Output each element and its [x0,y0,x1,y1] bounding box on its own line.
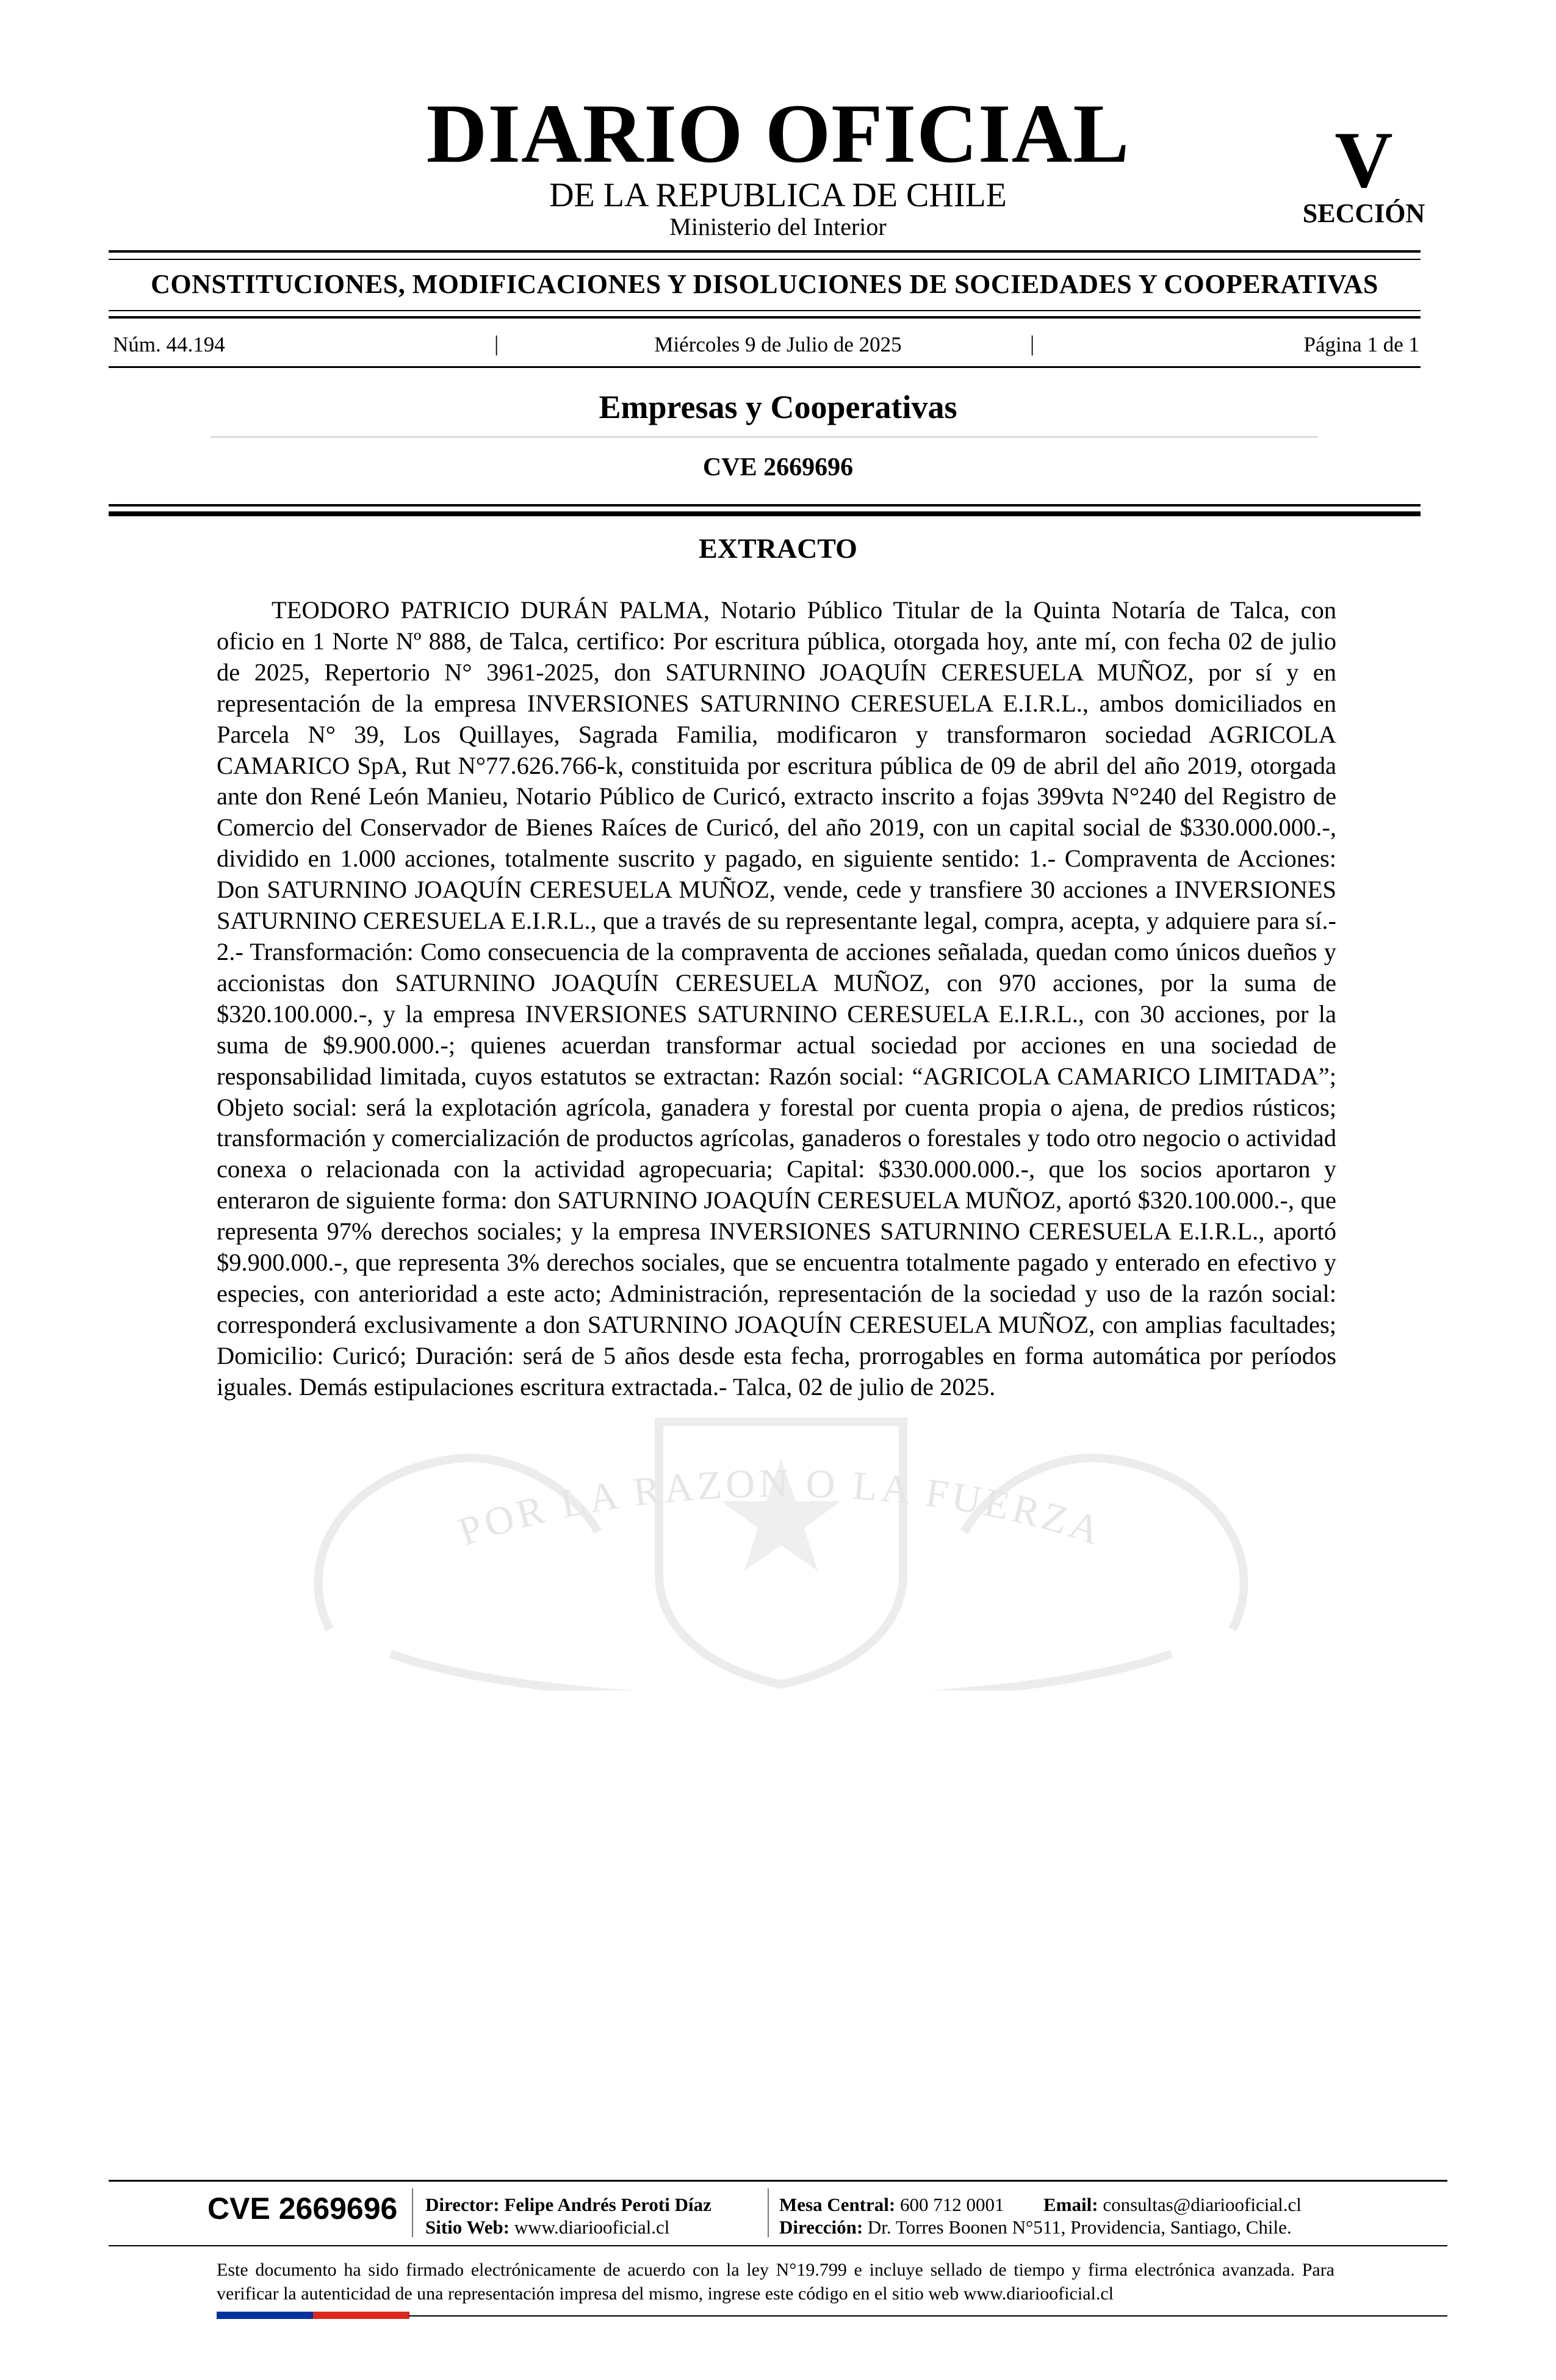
section-letter: V [1334,115,1393,204]
footer-contact [779,2195,1004,2214]
flag-stripe-red [313,2312,409,2319]
footer-rule-bottom [409,2315,1447,2317]
masthead-title: DIARIO OFICIAL [426,87,1130,180]
section-name: CONSTITUCIONES, MODIFICACIONES Y DISOLUCIONES DE SOCIEDADES Y COOPERATIVAS [151,269,1378,299]
header-rule-top [109,250,1421,253]
phone-label: Mesa Central: [779,2194,896,2215]
issue-date: Miércoles 9 de Julio de 2025 [654,333,902,356]
section-rule-thin [109,310,1421,311]
issue-number: Núm. 44.194 [113,333,225,356]
footer-cve: CVE 2669696 [207,2191,398,2226]
category-rule [211,436,1318,438]
section-label: SECCIÓN [1302,198,1425,228]
header-rule-top-thin [109,259,1421,260]
cve-rule-thick [109,511,1421,516]
masthead-subtitle: DE LA REPUBLICA DE CHILE [549,176,1007,214]
footer-rule-top [109,2180,1447,2182]
footer-website [425,2218,669,2237]
cve-rule [109,504,1421,507]
footer-note: Este documento ha sido firmado electrónicamente de acuerdo con la ley N°19.799 e incluye sellado de tiempo y firma electrónica avanzada. Para verificar la autenticidad de una representación impresa del mismo, ingrese este código en el sitio web www.diariooficial.cl [217,2260,1334,2304]
footer-email [1043,2195,1302,2214]
footer-address [779,2218,1292,2237]
watermark-motto: POR LA RAZON O LA FUERZA [453,1461,1109,1555]
director-label: Director: [425,2194,500,2215]
flag-stripe-blue [217,2312,313,2319]
email-link[interactable]: consultas@diariooficial.cl [1103,2194,1302,2215]
issue-page: Página 1 de 1 [1303,333,1419,356]
document-body: TEODORO PATRICIO DURÁN PALMA, Notario Público Titular de la Quinta Notaría de Talca, con oficio en 1 Norte Nº 888, de Talca, certifico: Por escritura pública, otorgada hoy, ante mí, con fecha 02 de julio de 2025, Repertorio N° 3961-2025, don SATURNINO JOAQUÍN CERESUELA MUÑOZ, por sí y en representación de la empresa INVERSIONES SATURNINO CERESUELA E.I.R.L., ambos domiciliados en Parcela N° 39, Los Quillayes, Sagrada Familia, modificaron y transformaron sociedad AGRICOLA CAMARICO SpA, Rut N°77.626.766-k, constituida por escritura pública de 09 de abril del año 2019, otorgada ante don René León Manieu, Notario Público de Curicó, extracto inscrito a fojas 399vta N°240 del Registro de Comercio del Conservador de Bienes Raíces de Curicó, del año 2019, con un capital social de $330.000.000.-, dividido en 1.000 acciones, totalmente suscrito y pagado, en siguiente sentido: 1.- Compraventa de Acciones: Don SATURNINO JOAQUÍN CERESUELA MUÑOZ, vende, cede y transfiere 30 acciones a INVERSIONES SATURNINO CERESUELA E.I.R.L., que a través de su representante legal, compra, acepta, y adquiere para sí.- 2.- Transformación: Como consecuencia de la compraventa de acciones señalada, quedan como únicos dueños y accionistas don SATURNINO JOAQUÍN CERESUELA MUÑOZ, con 970 acciones, por la suma de $320.100.000.-, y la empresa INVERSIONES SATURNINO CERESUELA E.I.R.L., con 30 acciones, por la suma de $9.900.000.-; quienes acuerdan transformar actual sociedad por acciones en una sociedad de responsabilidad limitada, cuyos estatutos se extractan: Razón social: “AGRICOLA CAMARICO LIMITADA”; Objeto social: será la explotación agrícola, ganadera y forestal por cuenta propia o ajena, de predios rústicos; transformación y comercialización de productos agrícolas, ganaderos o forestales y todo otro negocio o actividad conexa o relacionada con la actividad agropecuaria; Capital: $330.000.000.-, que los socios aportaron y enteraron de siguiente forma: don SATURNINO JOAQUÍN CERESUELA MUÑOZ, aportó $320.100.000.-, que representa 97% derechos sociales; y la empresa INVERSIONES SATURNINO CERESUELA E.I.R.L., aportó $9.900.000.-, que representa 3% derechos sociales, que se encuentra totalmente pagado y enterado en efectivo y especies, con anterioridad a este acto; Administración, representación de la sociedad y uso de la razón social: corresponderá exclusivamente a don SATURNINO JOAQUÍN CERESUELA MUÑOZ, con amplias facultades; Domicilio: Curicó; Duración: será de 5 años desde esta fecha, prorrogables en forma automática por períodos iguales. Demás estipulaciones escritura extractada.- Talca, 02 de julio de 2025. [217,596,1336,1401]
address-text: Dr. Torres Boonen N°511, Providencia, Santiago, Chile. [867,2216,1292,2238]
document-title: EXTRACTO [699,533,857,564]
footer-rule-middle [109,2245,1447,2246]
issue-separator: | [1030,331,1035,356]
category-heading: Empresas y Cooperativas [599,389,957,425]
website-label: Sitio Web: [425,2216,510,2238]
issue-separator: | [494,331,499,356]
director-name: Felipe Andrés Peroti Díaz [504,2194,711,2215]
address-label: Dirección: [779,2216,863,2238]
website-link[interactable]: www.diariooficial.cl [514,2216,670,2238]
info-rule [109,366,1421,368]
coat-of-arms-watermark [256,1373,1306,1690]
footer-divider [768,2188,769,2237]
cve-code: CVE 2669696 [702,453,854,481]
masthead-ministry: Ministerio del Interior [669,213,887,240]
phone-number: 600 712 0001 [900,2194,1004,2215]
section-rule-bottom [109,316,1421,319]
footer-director [425,2195,711,2214]
footer-divider [412,2188,413,2237]
email-label: Email: [1043,2194,1098,2215]
